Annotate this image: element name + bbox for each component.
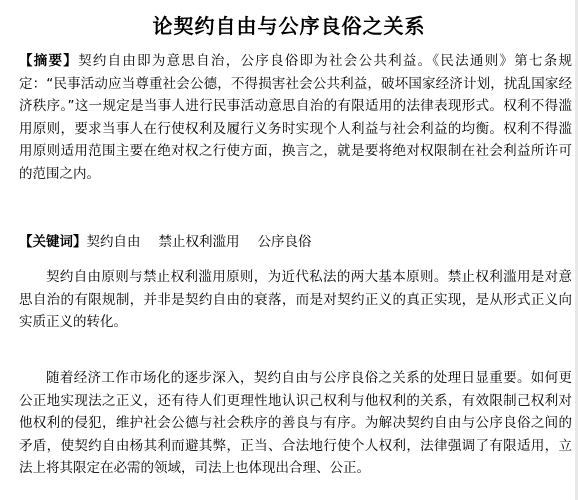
keywords-label: 【关键词】 — [19, 234, 87, 250]
abstract-text: 契约自由即为意思自治，公序良俗即为社会公共利益。《民法通则》第七条规定：“民事活动应当尊重社会公德，不得损害社会公共利益，破坏国家经济计划，扰乱国家经济秩序。”这一规定是当事人进行民事活动意思自治的有限适用的法律表现形式。权利不得滥用原则，要求当事人在行使权利及履行义务时实现个人利益与社会利益的均衡。权利不得滥用原则适用范围主要在绝对权之行使方面，换言之，就是要将绝对权限制在社会利益所许可的范围之内。 — [19, 53, 573, 182]
keywords-paragraph — [19, 231, 572, 254]
abstract-label: 【摘要】 — [19, 53, 79, 69]
body-paragraph: 随着经济工作市场化的逐步深入，契约自由与公序良俗之关系的处理日显重要。如何更公正地实现法之正义，还有待人们更理性地认识己权利与他权利的关系，有效限制己权利对他权利的侵犯，维护社会公德与社会秩序的善良与有序。为解决契约自由与公序良俗之间的矛盾，使契约自由杨其利而避其弊，正当、合法地行使个人权利，法律强调了有限适用，立法上将其限定在必需的领域，司法上也体现出合理、公正。 — [19, 370, 572, 476]
keyword-item: 契约自由 — [86, 234, 141, 250]
body-paragraph: 契约自由原则与禁止权利滥用原则，为近代私法的两大基本原则。禁止权利滥用是对意思自治的有限规制，并非是契约自由的衰落，而是对契约正义的真正实现，是从形式正义向实质正义的转化。 — [19, 269, 572, 330]
abstract-paragraph — [19, 50, 572, 185]
document-title: 论契约自由与公序良俗之关系 — [152, 14, 426, 38]
keyword-item: 禁止权利滥用 — [158, 234, 240, 250]
keyword-item: 公序良俗 — [257, 234, 312, 250]
